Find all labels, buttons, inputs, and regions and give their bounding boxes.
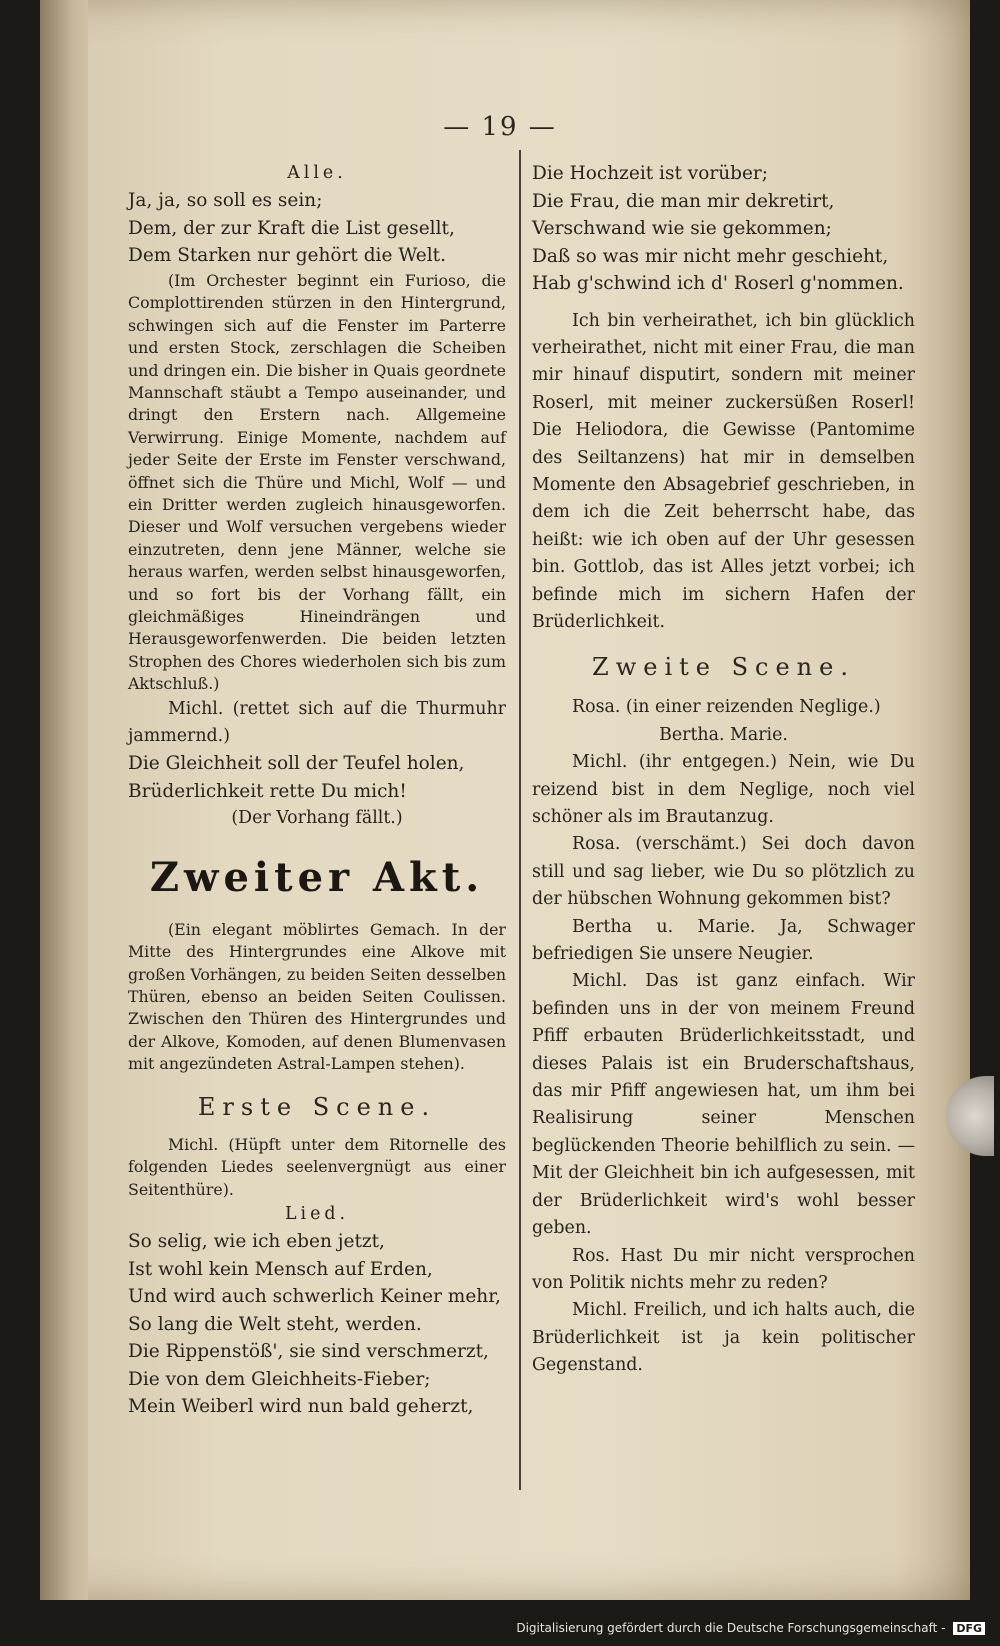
footer-text: Digitalisierung gefördert durch die Deutsche Forschungsgemeinschaft - xyxy=(516,1621,946,1635)
page-number: — 19 — xyxy=(443,112,557,142)
verse-line: Hab g'schwind ich d' Roserl g'nommen. xyxy=(532,273,904,294)
stage-line: (Im Orchester beginnt ein Furioso, die Complottirenden stürzen in den Hintergrund, schwingen sich auf die Fenster im Parterre und ersten Stock, zerschlagen die Scheiben und dringen ein. Die bisher in Quais geordnete Mannschaft stäubt a Tempo auseinander, und dringt den Erstern nach. Allgemeine Verwirrung. Einige Momente, nachdem auf jeder Seite der Erste im Fenster verschwand, öffnet sich die Thüre und Michl, Wolf — und ein Dritter werden zugleich hinausgeworfen. Dieser und Wolf versuchen vergebens wieder einzutreten, denn jene Männer, welche sie heraus warfen, werden selbst hinausgeworfen, und so fort bis der Vorhang fällt, ein gleichmäßiges Hineindrängen und Herausgeworfenwerden. Die beiden letzten Strophen des Chores wiederholen sich bis zum Aktschluß.) xyxy=(128,270,506,694)
verse-line: Die Frau, die man mir dekretirt, xyxy=(532,190,835,212)
column-divider xyxy=(519,150,521,1490)
page-gutter-shadow xyxy=(40,0,88,1600)
para-line: Rosa. (verschämt.) Sei doch davon still und sag lieber, wie Du so plötzlich zu der hübschen Wohnung gekommen bist? xyxy=(532,834,915,910)
verse-line: Die Rippenstöß', sie sind verschmerzt, xyxy=(128,1341,489,1363)
para-line: Rosa. (in einer reizenden Neglige.) xyxy=(572,697,881,718)
para-line: Bertha u. Marie. Ja, Schwager befriedigen Sie unsere Neugier. xyxy=(532,916,915,965)
left-column xyxy=(128,160,506,1421)
para-line: Michl. (rettet sich auf die Thurmuhr jammernd.) xyxy=(128,698,506,747)
verse-line: So lang die Welt steht, werden. xyxy=(128,1313,422,1335)
center-line: Bertha. Marie. xyxy=(659,724,788,745)
verse-line: Und wird auch schwerlich Keiner mehr, xyxy=(128,1286,501,1308)
verse-line: Brüderlichkeit rette Du mich! xyxy=(128,780,407,802)
verse-line: Die von dem Gleichheits-Fieber; xyxy=(128,1368,431,1390)
verse-line: So selig, wie ich eben jetzt, xyxy=(128,1231,385,1253)
gap-line xyxy=(532,298,915,308)
verse-line: Verschwand wie sie gekommen; xyxy=(532,218,832,239)
right-column xyxy=(532,160,915,1380)
stage-line: (Ein elegant möblirtes Gemach. In der Mitte des Hintergrundes eine Alkove mit großen Vorhängen, zu beiden Seiten desselben Thüren, ebenso an beiden Seiten Coulissen. Zwischen den Thüren des Hintergrundes und der Alkove, Komoden, auf denen Blumenvasen mit angezündeten Astral-Lampen stehen). xyxy=(128,919,506,1074)
verse-line: Dem Starken nur gehört die Welt. xyxy=(128,245,446,267)
dfg-logo: DFG xyxy=(953,1622,985,1635)
verse-line: Dem, der zur Kraft die List gesellt, xyxy=(128,217,455,239)
verse-line: Mein Weiberl wird nun bald geherzt, xyxy=(128,1396,474,1418)
speaker-line: Alle. xyxy=(287,163,347,183)
para-line: Michl. (ihr entgegen.) Nein, wie Du reizend bist in dem Neglige, noch viel schöner als im Brautanzug. xyxy=(532,752,915,827)
verse-line: Ist wohl kein Mensch auf Erden, xyxy=(128,1258,433,1280)
center-line: (Der Vorhang fällt.) xyxy=(231,808,403,829)
verse-line: Ja, ja, so soll es sein; xyxy=(128,190,323,212)
stage-line: Michl. (Hüpft unter dem Ritornelle des folgenden Liedes seelenvergnügt aus einer Seitenthüre). xyxy=(128,1134,506,1199)
act-line: Zweiter Akt. xyxy=(149,853,485,901)
para-line: Ros. Hast Du mir nicht versprochen von Politik nichts mehr zu reden? xyxy=(532,1245,915,1293)
verse-line: Die Hochzeit ist vorüber; xyxy=(532,163,768,184)
footer-credit xyxy=(0,1621,985,1635)
para-line: Ich bin verheirathet, ich bin glücklich verheirathet, nicht mit einer Frau, die man mir hinauf disputirt, sondern mit meiner Roserl, mit meiner zuckersüßen Roserl! Die Heliodora, die Gewisse (Pantomime des Seiltanzens) hat mir in demselben Momente den Absagebrief geschrieben, in dem ich die Zeit beherrscht habe, das heißt: wie ich oben auf der Uhr gesessen bin. Gottlob, das ist Alles jetzt vorbei; ich befinde mich im sichern Hafen der Brüderlichkeit. xyxy=(532,310,915,632)
scene-line: Zweite Scene. xyxy=(592,653,855,682)
scene-line: Erste Scene. xyxy=(197,1092,437,1121)
verse-line: Daß so was mir nicht mehr geschieht, xyxy=(532,245,889,267)
verse-line: Die Gleichheit soll der Teufel holen, xyxy=(128,753,465,775)
para-line: Michl. Das ist ganz einfach. Wir befinden uns in der von meinem Freund Pfiff erbauten Brüderlichkeitsstadt, und dieses Palais ist ein Bruderschaftshaus, das mir Pfiff angewiesen hat, um ihm bei Realisirung seiner Menschen beglückenden Theorie behilflich zu sein. — Mit der Gleichheit bin ich aufgesessen, mit der Brüderlichkeit wird's wohl besser geben. xyxy=(532,971,915,1239)
speaker-line: Lied. xyxy=(284,1203,350,1224)
para-line: Michl. Freilich, und ich halts auch, die Brüderlichkeit ist ja kein politischer Gegenstand. xyxy=(532,1300,915,1376)
